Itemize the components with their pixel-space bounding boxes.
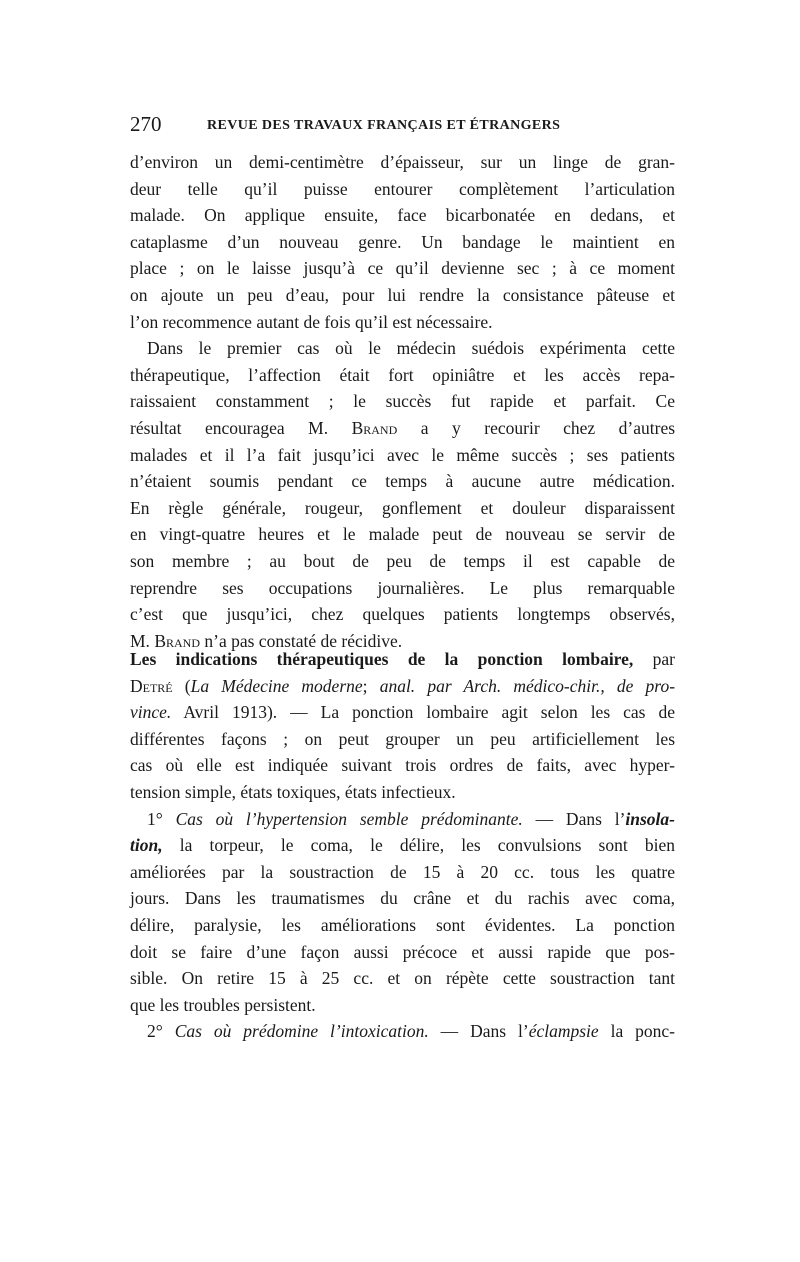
text-line: Dans le premier cas où le médecin suédois expérimenta cette bbox=[147, 338, 675, 359]
text-line: n’étaient soumis pendant ce temps à aucune autre médication. bbox=[130, 471, 675, 492]
text-line: malade. On applique ensuite, face bicarbonatée en dedans, et bbox=[130, 205, 675, 226]
text-line bbox=[130, 673, 675, 700]
text-line: délire, paralysie, les améliorations sont évidentes. La ponction bbox=[130, 914, 675, 935]
subsection-heading: Cas où l’hypertension semble prédominante. bbox=[175, 808, 523, 829]
author-name: Detré bbox=[130, 675, 173, 696]
subsection-number: 1° bbox=[147, 808, 163, 829]
text-line: jours. Dans les traumatismes du crâne et du rachis avec coma, bbox=[130, 888, 675, 909]
text-fragment: Avril 1913). — La ponction lombaire agit selon les cas de bbox=[183, 702, 675, 723]
term: tion, bbox=[130, 835, 163, 856]
text-line bbox=[130, 699, 675, 726]
text-line bbox=[130, 832, 675, 859]
subsection-heading: Cas où prédomine l’intoxication. bbox=[174, 1021, 429, 1042]
text-line bbox=[130, 806, 675, 833]
text-fragment: la torpeur, le coma, le délire, les convulsions sont bien bbox=[179, 835, 676, 856]
running-title: REVUE DES TRAVAUX FRANÇAIS ET ÉTRANGERS bbox=[207, 118, 561, 133]
text-line: reprendre ses occupations journalières. Le plus remarquable bbox=[130, 577, 675, 598]
text-line: l’on recommence autant de fois qu’il est nécessaire. bbox=[130, 311, 493, 332]
text-fragment: par bbox=[652, 649, 675, 669]
text-line: d’environ un demi-centimètre d’épaisseur, sur un linge de gran- bbox=[130, 152, 675, 172]
text-line: on ajoute un peu d’eau, pour lui rendre la consistance pâteuse et bbox=[130, 284, 675, 305]
text-line: différentes façons ; on peut grouper un peu artificiellement les bbox=[130, 728, 675, 749]
text-fragment: a y recourir chez d’autres bbox=[420, 417, 676, 438]
text-line: En règle générale, rougeur, gonflement et douleur disparaissent bbox=[130, 497, 675, 518]
text-line: cataplasme d’un nouveau genre. Un bandage le maintient en bbox=[130, 231, 675, 252]
body-text-bottom bbox=[130, 646, 675, 1045]
text-line: améliorées par la soustraction de 15 à 20 cc. tous les quatre bbox=[130, 861, 675, 882]
page-header bbox=[130, 112, 675, 142]
text-line: thérapeutique, l’affection était fort opiniâtre et les accès repa- bbox=[130, 364, 675, 385]
text-fragment: — Dans l’ bbox=[535, 808, 626, 829]
text-line: en vingt-quatre heures et le malade peut de nouveau se servir de bbox=[130, 524, 675, 545]
term: insola- bbox=[625, 808, 676, 829]
author-name: Brand bbox=[154, 630, 200, 651]
text-line: cas où elle est indiquée suivant trois ordres de faits, avec hyper- bbox=[130, 755, 675, 776]
text-fragment: la ponc- bbox=[610, 1021, 676, 1042]
author-name: Brand bbox=[351, 417, 398, 438]
text-line bbox=[130, 646, 675, 673]
text-line: malades et il l’a fait jusqu’ici avec le même succès ; ses patients bbox=[130, 444, 675, 465]
text-fragment: M. bbox=[130, 630, 150, 651]
text-fragment: n’a pas constaté de récidive. bbox=[204, 630, 403, 651]
text-line: son membre ; au bout de peu de temps il est capable de bbox=[130, 550, 675, 571]
text-line: place ; on le laisse jusqu’à ce qu’il devienne sec ; à ce moment bbox=[130, 258, 675, 279]
text-fragment: — Dans l’ bbox=[440, 1021, 529, 1042]
text-fragment: résultat encouragea M. bbox=[130, 417, 329, 438]
text-line: doit se faire d’une façon aussi précoce et aussi rapide que pos- bbox=[130, 941, 675, 962]
section-title: Les indications thérapeutiques de la ponction lombaire, bbox=[130, 649, 634, 669]
page-number: 270 bbox=[130, 112, 162, 136]
text-line: sible. On retire 15 à 25 cc. et on répète cette soustraction tant bbox=[130, 968, 675, 989]
subsection-number: 2° bbox=[147, 1021, 163, 1042]
text-line: deur telle qu’il puisse entourer complètement l’articulation bbox=[130, 178, 675, 199]
term: éclampsie bbox=[528, 1021, 599, 1042]
text-fragment: ( bbox=[184, 675, 191, 696]
text-fragment: ; bbox=[362, 675, 368, 696]
text-fragment: vince. bbox=[130, 702, 172, 723]
text-line bbox=[130, 415, 675, 442]
journal-analysis: anal. par Arch. médico-chir., de pro- bbox=[379, 675, 676, 696]
body-text-top bbox=[130, 149, 675, 654]
text-line: c’est que jusqu’ici, chez quelques patients longtemps observés, bbox=[130, 604, 675, 625]
text-line: tension simple, états toxiques, états infectieux. bbox=[130, 781, 456, 802]
journal-name: La Médecine moderne bbox=[190, 675, 363, 696]
text-line: raissaient constamment ; le succès fut rapide et parfait. Ce bbox=[130, 391, 675, 412]
text-line: que les troubles persistent. bbox=[130, 994, 316, 1015]
text-line bbox=[130, 1018, 675, 1045]
